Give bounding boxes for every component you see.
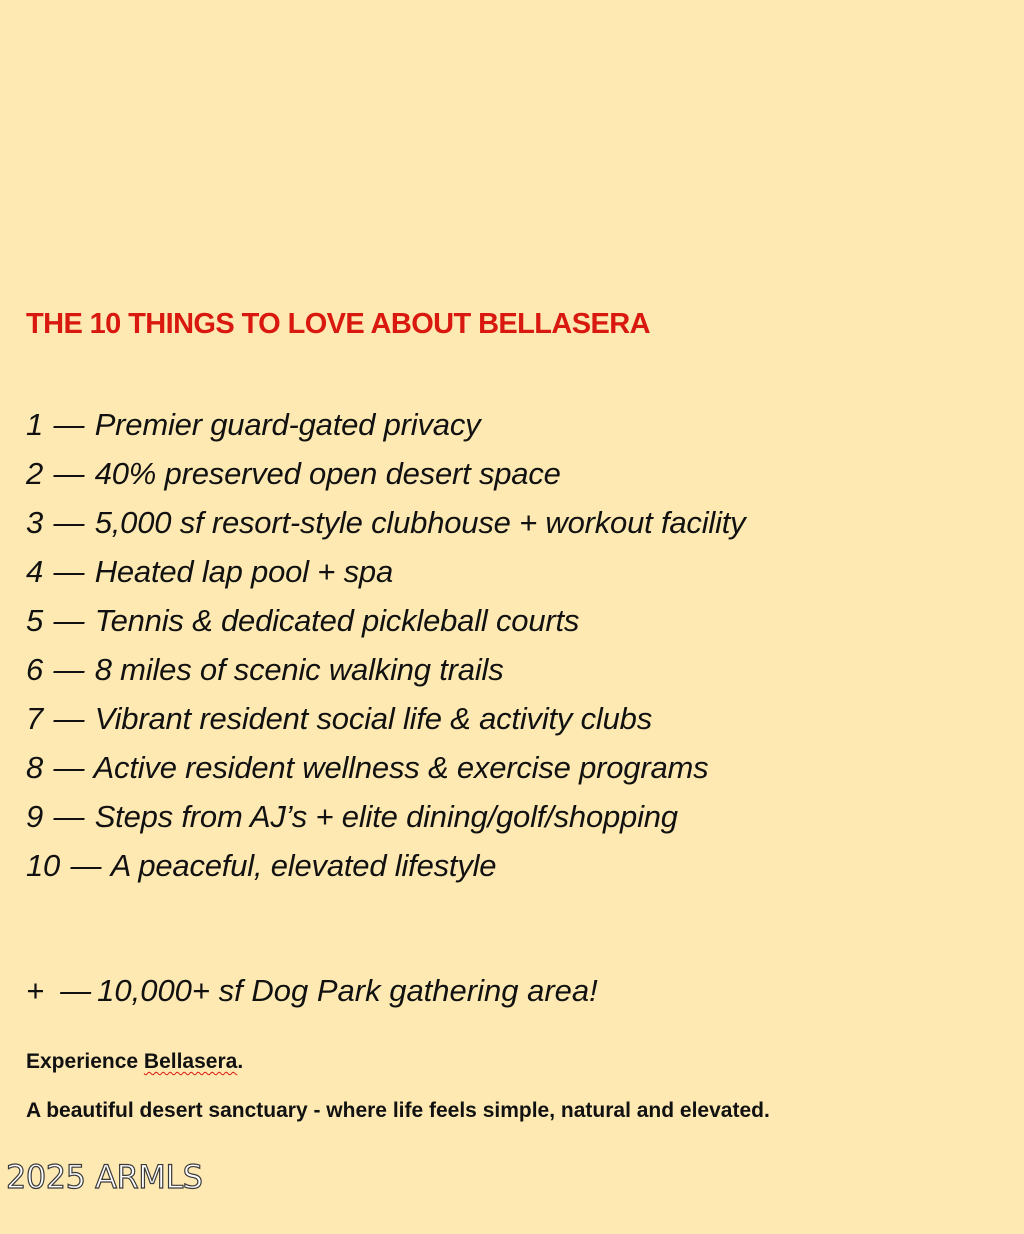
list-item xyxy=(26,841,745,890)
list-item xyxy=(26,547,745,596)
copyright-watermark: 2025 ARMLS xyxy=(6,1158,203,1196)
item-text: 5,000 sf resort-style clubhouse + workout facility xyxy=(94,505,746,540)
features-list xyxy=(26,400,745,890)
list-item xyxy=(26,449,745,498)
bonus-item xyxy=(26,966,598,1015)
em-dash: — xyxy=(53,652,85,687)
em-dash: — xyxy=(70,848,102,883)
em-dash: — xyxy=(60,973,92,1008)
item-number: 8 xyxy=(26,750,44,785)
item-number: 9 xyxy=(26,799,44,834)
list-item xyxy=(26,596,745,645)
experience-name: Bellasera xyxy=(143,1050,238,1073)
em-dash: — xyxy=(53,456,85,491)
em-dash: — xyxy=(53,603,85,638)
list-item xyxy=(26,400,745,449)
item-text: Vibrant resident social life & activity clubs xyxy=(94,701,652,736)
item-number: 6 xyxy=(26,652,44,687)
item-number: 5 xyxy=(26,603,44,638)
em-dash: — xyxy=(53,750,85,785)
item-text: A peaceful, elevated lifestyle xyxy=(110,848,497,883)
list-item xyxy=(26,743,745,792)
item-text: 40% preserved open desert space xyxy=(94,456,561,491)
experience-suffix: . xyxy=(237,1050,244,1073)
plus-symbol: + xyxy=(26,973,45,1008)
list-item xyxy=(26,498,745,547)
item-text: 8 miles of scenic walking trails xyxy=(94,652,504,687)
page-title: THE 10 THINGS TO LOVE ABOUT BELLASERA xyxy=(26,308,650,340)
item-number: 2 xyxy=(26,456,44,491)
item-text: Tennis & dedicated pickleball courts xyxy=(94,603,580,638)
experience-prefix: Experience xyxy=(26,1050,144,1073)
item-number: 10 xyxy=(26,848,61,883)
em-dash: — xyxy=(53,701,85,736)
list-item xyxy=(26,792,745,841)
tagline: A beautiful desert sanctuary - where life feels simple, natural and elevated. xyxy=(26,1099,770,1122)
em-dash: — xyxy=(53,505,85,540)
item-number: 4 xyxy=(26,554,44,589)
item-text: Premier guard-gated privacy xyxy=(94,407,481,442)
item-number: 3 xyxy=(26,505,44,540)
experience-line xyxy=(26,1050,243,1074)
item-number: 1 xyxy=(26,407,44,442)
list-item xyxy=(26,645,745,694)
item-text: Active resident wellness & exercise programs xyxy=(93,750,709,785)
em-dash: — xyxy=(53,407,85,442)
item-number: 7 xyxy=(26,701,44,736)
list-item xyxy=(26,694,745,743)
bonus-text: 10,000+ sf Dog Park gathering area! xyxy=(97,973,598,1008)
item-text: Steps from AJ’s + elite dining/golf/shopping xyxy=(94,799,678,834)
em-dash: — xyxy=(53,554,85,589)
em-dash: — xyxy=(53,799,85,834)
item-text: Heated lap pool + spa xyxy=(94,554,393,589)
